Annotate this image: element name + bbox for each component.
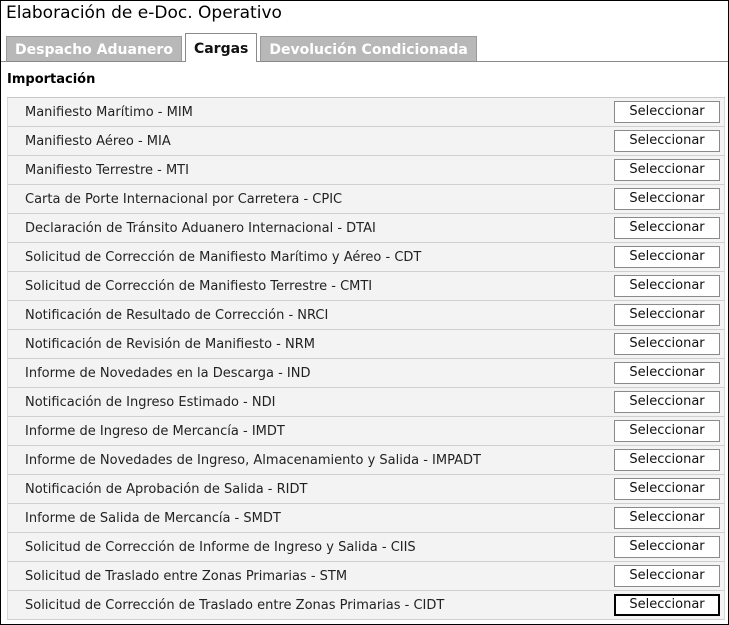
select-button[interactable]: Seleccionar	[614, 507, 720, 529]
tab-despacho-aduanero[interactable]: Despacho Aduanero	[6, 36, 182, 62]
select-button[interactable]: Seleccionar	[614, 101, 720, 123]
row-label: Solicitud de Corrección de Manifiesto Marítimo y Aéreo - CDT	[25, 249, 422, 265]
select-button[interactable]: Seleccionar	[614, 449, 720, 471]
row-label: Notificación de Revisión de Manifiesto - NRM	[25, 336, 315, 352]
table-row	[7, 388, 725, 417]
table-row	[7, 359, 725, 388]
table-row	[7, 417, 725, 446]
table-row	[7, 127, 725, 156]
row-label: Notificación de Ingreso Estimado - NDI	[25, 394, 276, 410]
table-row	[7, 98, 725, 127]
tab-devolucion-condicionada[interactable]: Devolución Condicionada	[260, 36, 476, 62]
tab-bar	[6, 33, 480, 62]
row-label: Solicitud de Corrección de Manifiesto Terrestre - CMTI	[25, 278, 373, 294]
select-button[interactable]: Seleccionar	[614, 594, 720, 616]
table-row	[7, 504, 725, 533]
table-row	[7, 562, 725, 591]
table-row	[7, 475, 725, 504]
select-button[interactable]: Seleccionar	[614, 478, 720, 500]
row-label: Informe de Ingreso de Mercancía - IMDT	[25, 423, 285, 439]
row-label: Carta de Porte Internacional por Carretera - CPIC	[25, 191, 343, 207]
table-row	[7, 156, 725, 185]
table-row	[7, 330, 725, 359]
row-label: Manifiesto Terrestre - MTI	[25, 162, 189, 178]
row-label: Solicitud de Corrección de Informe de Ingreso y Salida - CIIS	[25, 539, 416, 555]
select-button[interactable]: Seleccionar	[614, 536, 720, 558]
table-row	[7, 591, 725, 620]
row-label: Notificación de Resultado de Corrección - NRCI	[25, 307, 329, 323]
row-label: Solicitud de Traslado entre Zonas Primarias - STM	[25, 568, 348, 584]
select-button[interactable]: Seleccionar	[614, 304, 720, 326]
table-row	[7, 214, 725, 243]
select-button[interactable]: Seleccionar	[614, 565, 720, 587]
select-button[interactable]: Seleccionar	[614, 130, 720, 152]
select-button[interactable]: Seleccionar	[614, 275, 720, 297]
table-row	[7, 533, 725, 562]
select-button[interactable]: Seleccionar	[614, 391, 720, 413]
row-label: Solicitud de Corrección de Traslado entre Zonas Primarias - CIDT	[25, 597, 445, 613]
select-button[interactable]: Seleccionar	[614, 362, 720, 384]
document-list	[7, 97, 725, 620]
select-button[interactable]: Seleccionar	[614, 217, 720, 239]
select-button[interactable]: Seleccionar	[614, 188, 720, 210]
table-row	[7, 301, 725, 330]
row-label: Informe de Salida de Mercancía - SMDT	[25, 510, 281, 526]
tab-cargas[interactable]: Cargas	[185, 33, 257, 62]
table-row	[7, 446, 725, 475]
tab-divider	[1, 61, 728, 62]
row-label: Manifiesto Marítimo - MIM	[25, 104, 193, 120]
row-label: Informe de Novedades de Ingreso, Almacenamiento y Salida - IMPADT	[25, 452, 481, 468]
row-label: Notificación de Aprobación de Salida - RIDT	[25, 481, 308, 497]
row-label: Manifiesto Aéreo - MIA	[25, 133, 171, 149]
select-button[interactable]: Seleccionar	[614, 333, 720, 355]
section-title: Importación	[7, 72, 96, 87]
row-label: Declaración de Tránsito Aduanero Internacional - DTAI	[25, 220, 376, 236]
table-row	[7, 243, 725, 272]
select-button[interactable]: Seleccionar	[614, 246, 720, 268]
table-row	[7, 185, 725, 214]
table-row	[7, 272, 725, 301]
select-button[interactable]: Seleccionar	[614, 159, 720, 181]
page-title: Elaboración de e-Doc. Operativo	[6, 3, 282, 23]
select-button[interactable]: Seleccionar	[614, 420, 720, 442]
row-label: Informe de Novedades en la Descarga - IND	[25, 365, 311, 381]
